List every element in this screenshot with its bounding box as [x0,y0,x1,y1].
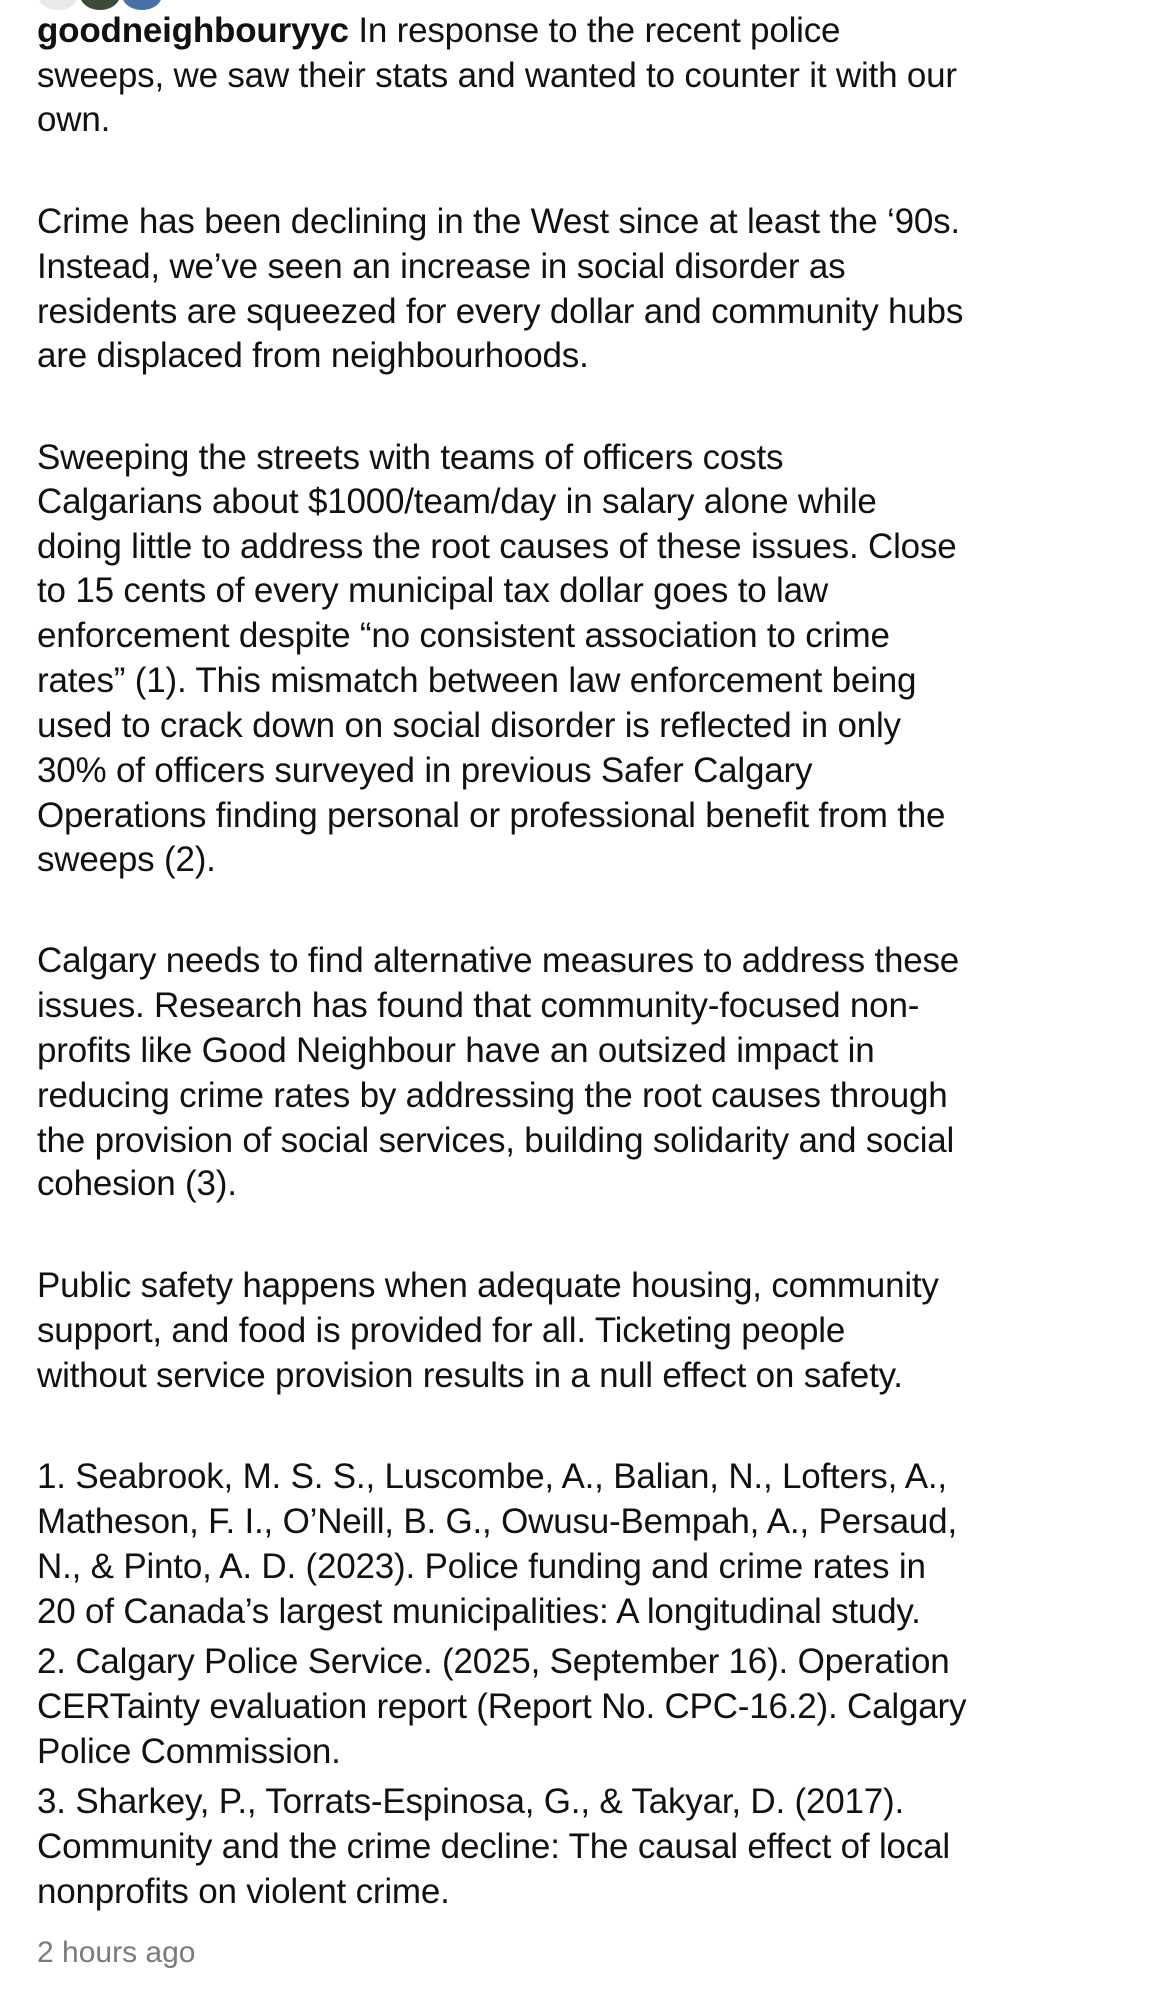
post-timestamp[interactable]: 2 hours ago [37,1936,196,1969]
text-line: Instead, we’ve seen an increase in social disorder as [37,247,846,286]
text-line: reducing crime rates by addressing the root causes through [37,1076,948,1115]
text-line: Sweeping the streets with teams of officers costs [37,438,784,477]
text-line: issues. Research has found that community-focused non- [37,986,920,1025]
text-line: residents are squeezed for every dollar and community hubs [37,292,964,331]
text-line: N., & Pinto, A. D. (2023). Police funding and crime rates in [37,1547,926,1586]
text-line: profits like Good Neighbour have an outsized impact in [37,1031,875,1070]
text-line: support, and food is provided for all. Ticketing people [37,1311,846,1350]
text-line: Police Commission. [37,1732,341,1771]
text-line: 20 of Canada’s largest municipalities: A longitudinal study. [37,1592,921,1631]
text-line: Community and the crime decline: The causal effect of local [37,1827,950,1866]
caption-line: goodneighbouryyc In response to the recent police [37,11,841,50]
text-line: 3. Sharkey, P., Torrats-Espinosa, G., & Takyar, D. (2017). [37,1782,905,1821]
text-line: Calgarians about $1000/team/day in salary alone while [37,482,877,521]
text-line: Calgary needs to find alternative measures to address these [37,941,960,980]
text-line: cohesion (3). [37,1164,237,1203]
text-line: 1. Seabrook, M. S. S., Luscombe, A., Balian, N., Lofters, A., [37,1457,947,1496]
text-line: Operations finding personal or professional benefit from the [37,796,946,835]
caption-line: own. [37,100,111,139]
text-line: are displaced from neighbourhoods. [37,336,589,375]
text-line: enforcement despite “no consistent association to crime [37,616,890,655]
username-link[interactable]: goodneighbouryyc [37,11,349,50]
text-line: used to crack down on social disorder is reflected in only [37,706,901,745]
caption-line: sweeps, we saw their stats and wanted to counter it with our [37,56,957,95]
text-line: doing little to address the root causes of these issues. Close [37,527,957,566]
text-line: the provision of social services, building solidarity and social [37,1121,955,1160]
text-line: rates” (1). This mismatch between law enforcement being [37,661,917,700]
text-line: CERTainty evaluation report (Report No. CPC-16.2). Calgary [37,1687,967,1726]
text-line: without service provision results in a null effect on safety. [37,1356,903,1395]
text-line: 30% of officers surveyed in previous Safer Calgary [37,751,813,790]
text-line: nonprofits on violent crime. [37,1872,450,1911]
text-line: to 15 cents of every municipal tax dollar goes to law [37,571,828,610]
text-line: Matheson, F. I., O’Neill, B. G., Owusu-Bempah, A., Persaud, [37,1502,957,1541]
text-line: Crime has been declining in the West since at least the ‘90s. [37,202,960,241]
text-line: 2. Calgary Police Service. (2025, September 16). Operation [37,1642,950,1681]
text-line: sweeps (2). [37,840,216,879]
text-line: Public safety happens when adequate housing, community [37,1266,939,1305]
